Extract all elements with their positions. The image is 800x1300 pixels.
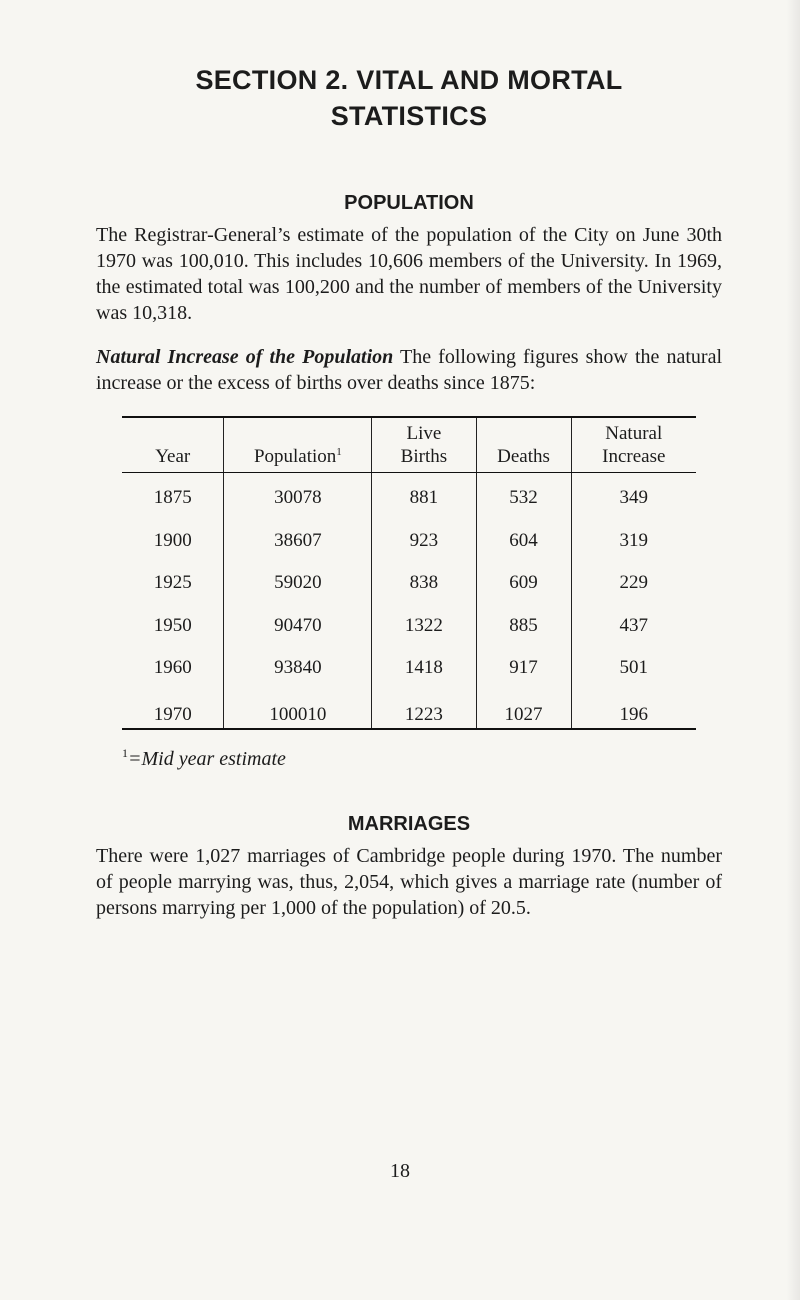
cell-natural-increase: 501: [571, 647, 696, 690]
cell-deaths: 609: [476, 562, 571, 605]
cell-live-births: 1223: [372, 690, 476, 729]
page-edge-shadow: [786, 0, 800, 1300]
table-row: [122, 473, 696, 520]
cell-year: 1925: [153, 572, 192, 594]
header-natural-increase-line-1: Natural: [605, 423, 663, 444]
cell-live-births: 1418: [372, 647, 476, 690]
section-title-line-1: SECTION 2. VITAL AND MORTAL: [195, 65, 623, 95]
natural-increase-table: [122, 416, 696, 730]
cell-population: 30078: [224, 473, 372, 520]
cell-year: 1950: [153, 614, 192, 636]
header-deaths: Deaths: [476, 417, 571, 473]
cell-year: 1875: [153, 487, 192, 509]
cell-live-births: 881: [372, 473, 476, 520]
cell-population: 93840: [224, 647, 372, 690]
cell-population: 59020: [224, 562, 372, 605]
cell-natural-increase: 437: [571, 605, 696, 648]
cell-natural-increase: 349: [571, 473, 696, 520]
natural-increase-paragraph: [96, 344, 722, 396]
cell-deaths: 885: [476, 605, 571, 648]
cell-live-births: 923: [372, 520, 476, 563]
page-number: 18: [390, 1160, 410, 1182]
population-paragraph: The Registrar-General’s estimate of the population of the City on June 30th 1970 was 100,010. This includes 10,606 members of the University. In 1969, the estimated total was 100,200 and the number of members of the University was 10,318.: [96, 224, 722, 324]
table-row: [122, 520, 696, 563]
header-natural-increase-line-2: Increase: [602, 446, 666, 467]
cell-deaths: 604: [476, 520, 571, 563]
marriages-paragraph: There were 1,027 marriages of Cambridge people during 1970. The number of people marrying was, thus, 2,054, which gives a marriage rate (number of persons marrying per 1,000 of the population) of 20.5.: [96, 844, 722, 919]
cell-live-births: 1322: [372, 605, 476, 648]
header-live-births-line-1: Live: [406, 423, 442, 444]
natural-increase-text: The following figures show the natural increase or the excess of births over deaths since 1875:: [96, 346, 723, 394]
cell-population: 38607: [224, 520, 372, 563]
header-year: Year: [122, 417, 224, 473]
cell-year: 1960: [153, 657, 192, 679]
table-row: [122, 690, 696, 729]
footnote-text: =Mid year estimate: [128, 747, 286, 770]
cell-year: 1900: [153, 529, 192, 551]
header-population-label: Population: [253, 446, 337, 467]
cell-deaths: 532: [476, 473, 571, 520]
cell-live-births: 838: [372, 562, 476, 605]
cell-natural-increase: 319: [571, 520, 696, 563]
population-heading: POPULATION: [344, 192, 474, 214]
header-population-footnote-marker: 1: [336, 446, 342, 458]
header-live-births-line-2: Births: [400, 446, 448, 467]
cell-population: 90470: [224, 605, 372, 648]
cell-deaths: 1027: [476, 690, 571, 729]
cell-deaths: 917: [476, 647, 571, 690]
natural-increase-table-wrapper: [122, 416, 696, 730]
header-live-births: [372, 417, 476, 473]
cell-year: 1970: [122, 690, 224, 729]
header-natural-increase: [571, 417, 696, 473]
marriages-heading: MARRIAGES: [347, 812, 471, 835]
document-body: [96, 62, 722, 921]
section-title: [96, 62, 722, 134]
table-footnote: [122, 746, 722, 771]
table-header-row: [122, 417, 696, 473]
cell-population: 100010: [224, 690, 372, 729]
table-row: [122, 605, 696, 648]
table-row: [122, 562, 696, 605]
natural-increase-title: Natural Increase of the Population: [96, 346, 394, 368]
header-population: [224, 417, 372, 473]
cell-natural-increase: 196: [571, 690, 696, 729]
table-row: [122, 647, 696, 690]
section-title-line-2: STATISTICS: [330, 101, 488, 131]
cell-natural-increase: 229: [571, 562, 696, 605]
footnote-marker: 1: [122, 745, 128, 760]
